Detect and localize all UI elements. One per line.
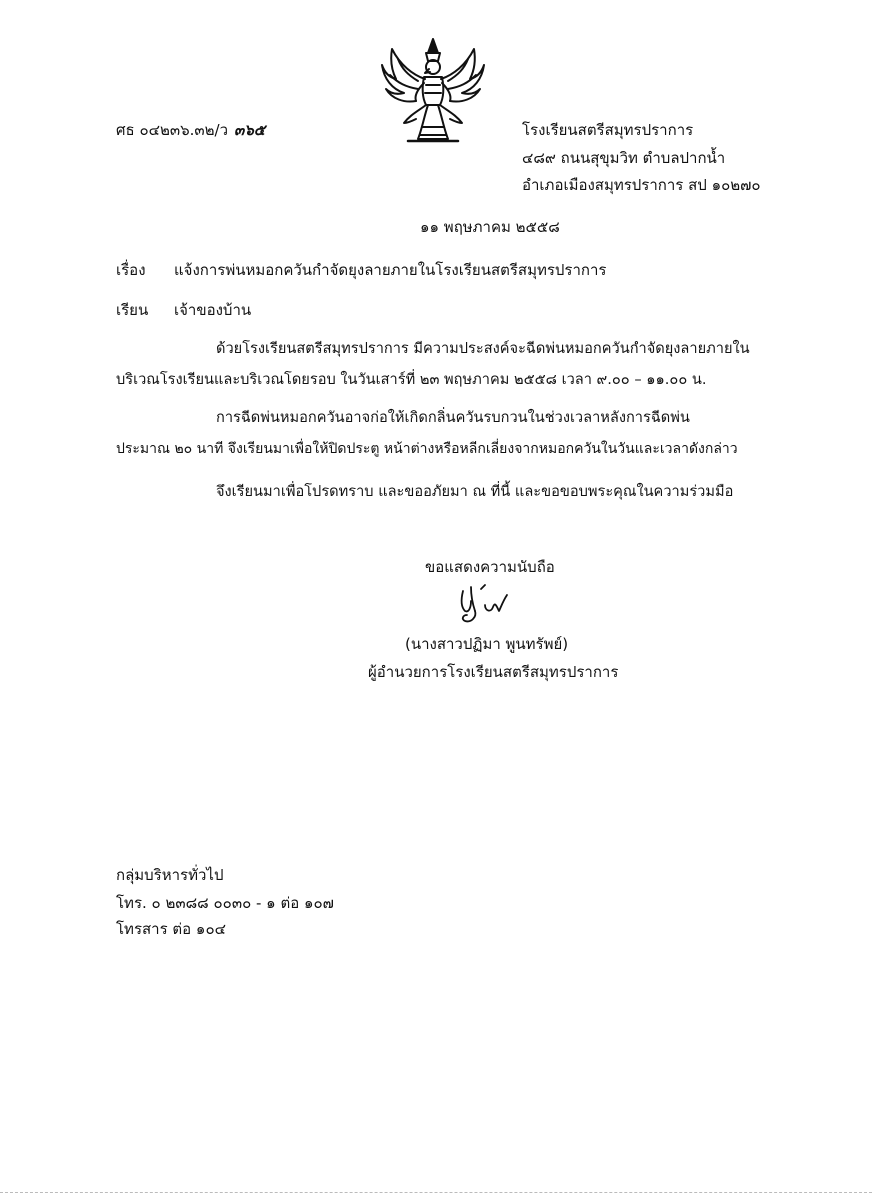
signer-position: ผู้อำนวยการโรงเรียนสตรีสมุทรปราการ — [368, 663, 619, 681]
address-line-2: อำเภอเมืองสมุทรปราการ สป ๑๐๒๗๐ — [522, 176, 761, 194]
address-line-1: ๔๘๙ ถนนสุขุมวิท ตำบลปากน้ำ — [522, 149, 726, 167]
reference-number — [116, 118, 265, 142]
subject-label: เรื่อง — [116, 261, 146, 279]
scan-edge-divider — [0, 1192, 872, 1193]
body-paragraph-2 — [116, 402, 766, 465]
signer-name: (นางสาวปฏิมา พูนทรัพย์) — [405, 635, 569, 653]
recipient-label: เรียน — [116, 301, 149, 319]
subject-text: แจ้งการพ่นหมอกควันกำจัดยุงลายภายในโรงเรียนสตรีสมุทรปราการ — [174, 261, 607, 279]
footer-fax: โทรสาร ต่อ ๑๐๔ — [116, 920, 226, 938]
footer-department: กลุ่มบริหารทั่วไป — [116, 866, 224, 884]
garuda-emblem-icon — [378, 35, 488, 147]
body-paragraph-2-line-2: ประมาณ ๒๐ นาที จึงเรียนมาเพื่อให้ปิดประตู หน้าต่างหรือหลีกเลี่ยงจากหมอกควันในวันและเวลาดังกล่าว — [116, 441, 738, 457]
letter-date: ๑๑ พฤษภาคม ๒๕๕๘ — [420, 218, 560, 236]
body-paragraph-1-line-2: บริเวณโรงเรียนและบริเวณโดยรอบ ในวันเสาร์ที่ ๒๓ พฤษภาคม ๒๕๕๘ เวลา ๙.๐๐ – ๑๑.๐๐ น. — [116, 371, 707, 388]
reference-number-handwritten: ๓๖๕ — [234, 121, 266, 139]
body-paragraph-1-line-1: ด้วยโรงเรียนสตรีสมุทรปราการ มีความประสงค์จะฉีดพ่นหมอกควันกำจัดยุงลายภายใน — [216, 340, 750, 357]
school-name: โรงเรียนสตรีสมุทรปราการ — [522, 121, 694, 139]
body-paragraph-1 — [116, 333, 766, 395]
recipient-text: เจ้าของบ้าน — [174, 301, 252, 319]
footer-phone: โทร. ๐ ๒๓๘๘ ๐๐๓๐ - ๑ ต่อ ๑๐๗ — [116, 894, 334, 912]
handwritten-signature-icon — [455, 583, 545, 629]
reference-number-printed: ศธ ๐๔๒๓๖.๓๒/ว — [116, 121, 229, 139]
body-paragraph-2-line-1: การฉีดพ่นหมอกควันอาจก่อให้เกิดกลิ่นควันรบกวนในช่วงเวลาหลังการฉีดพ่น — [216, 409, 690, 426]
closing-salutation: ขอแสดงความนับถือ — [425, 558, 555, 576]
body-paragraph-3: จึงเรียนมาเพื่อโปรดทราบ และขออภัยมา ณ ที่นี้ และขอขอบพระคุณในความร่วมมือ — [216, 483, 734, 500]
